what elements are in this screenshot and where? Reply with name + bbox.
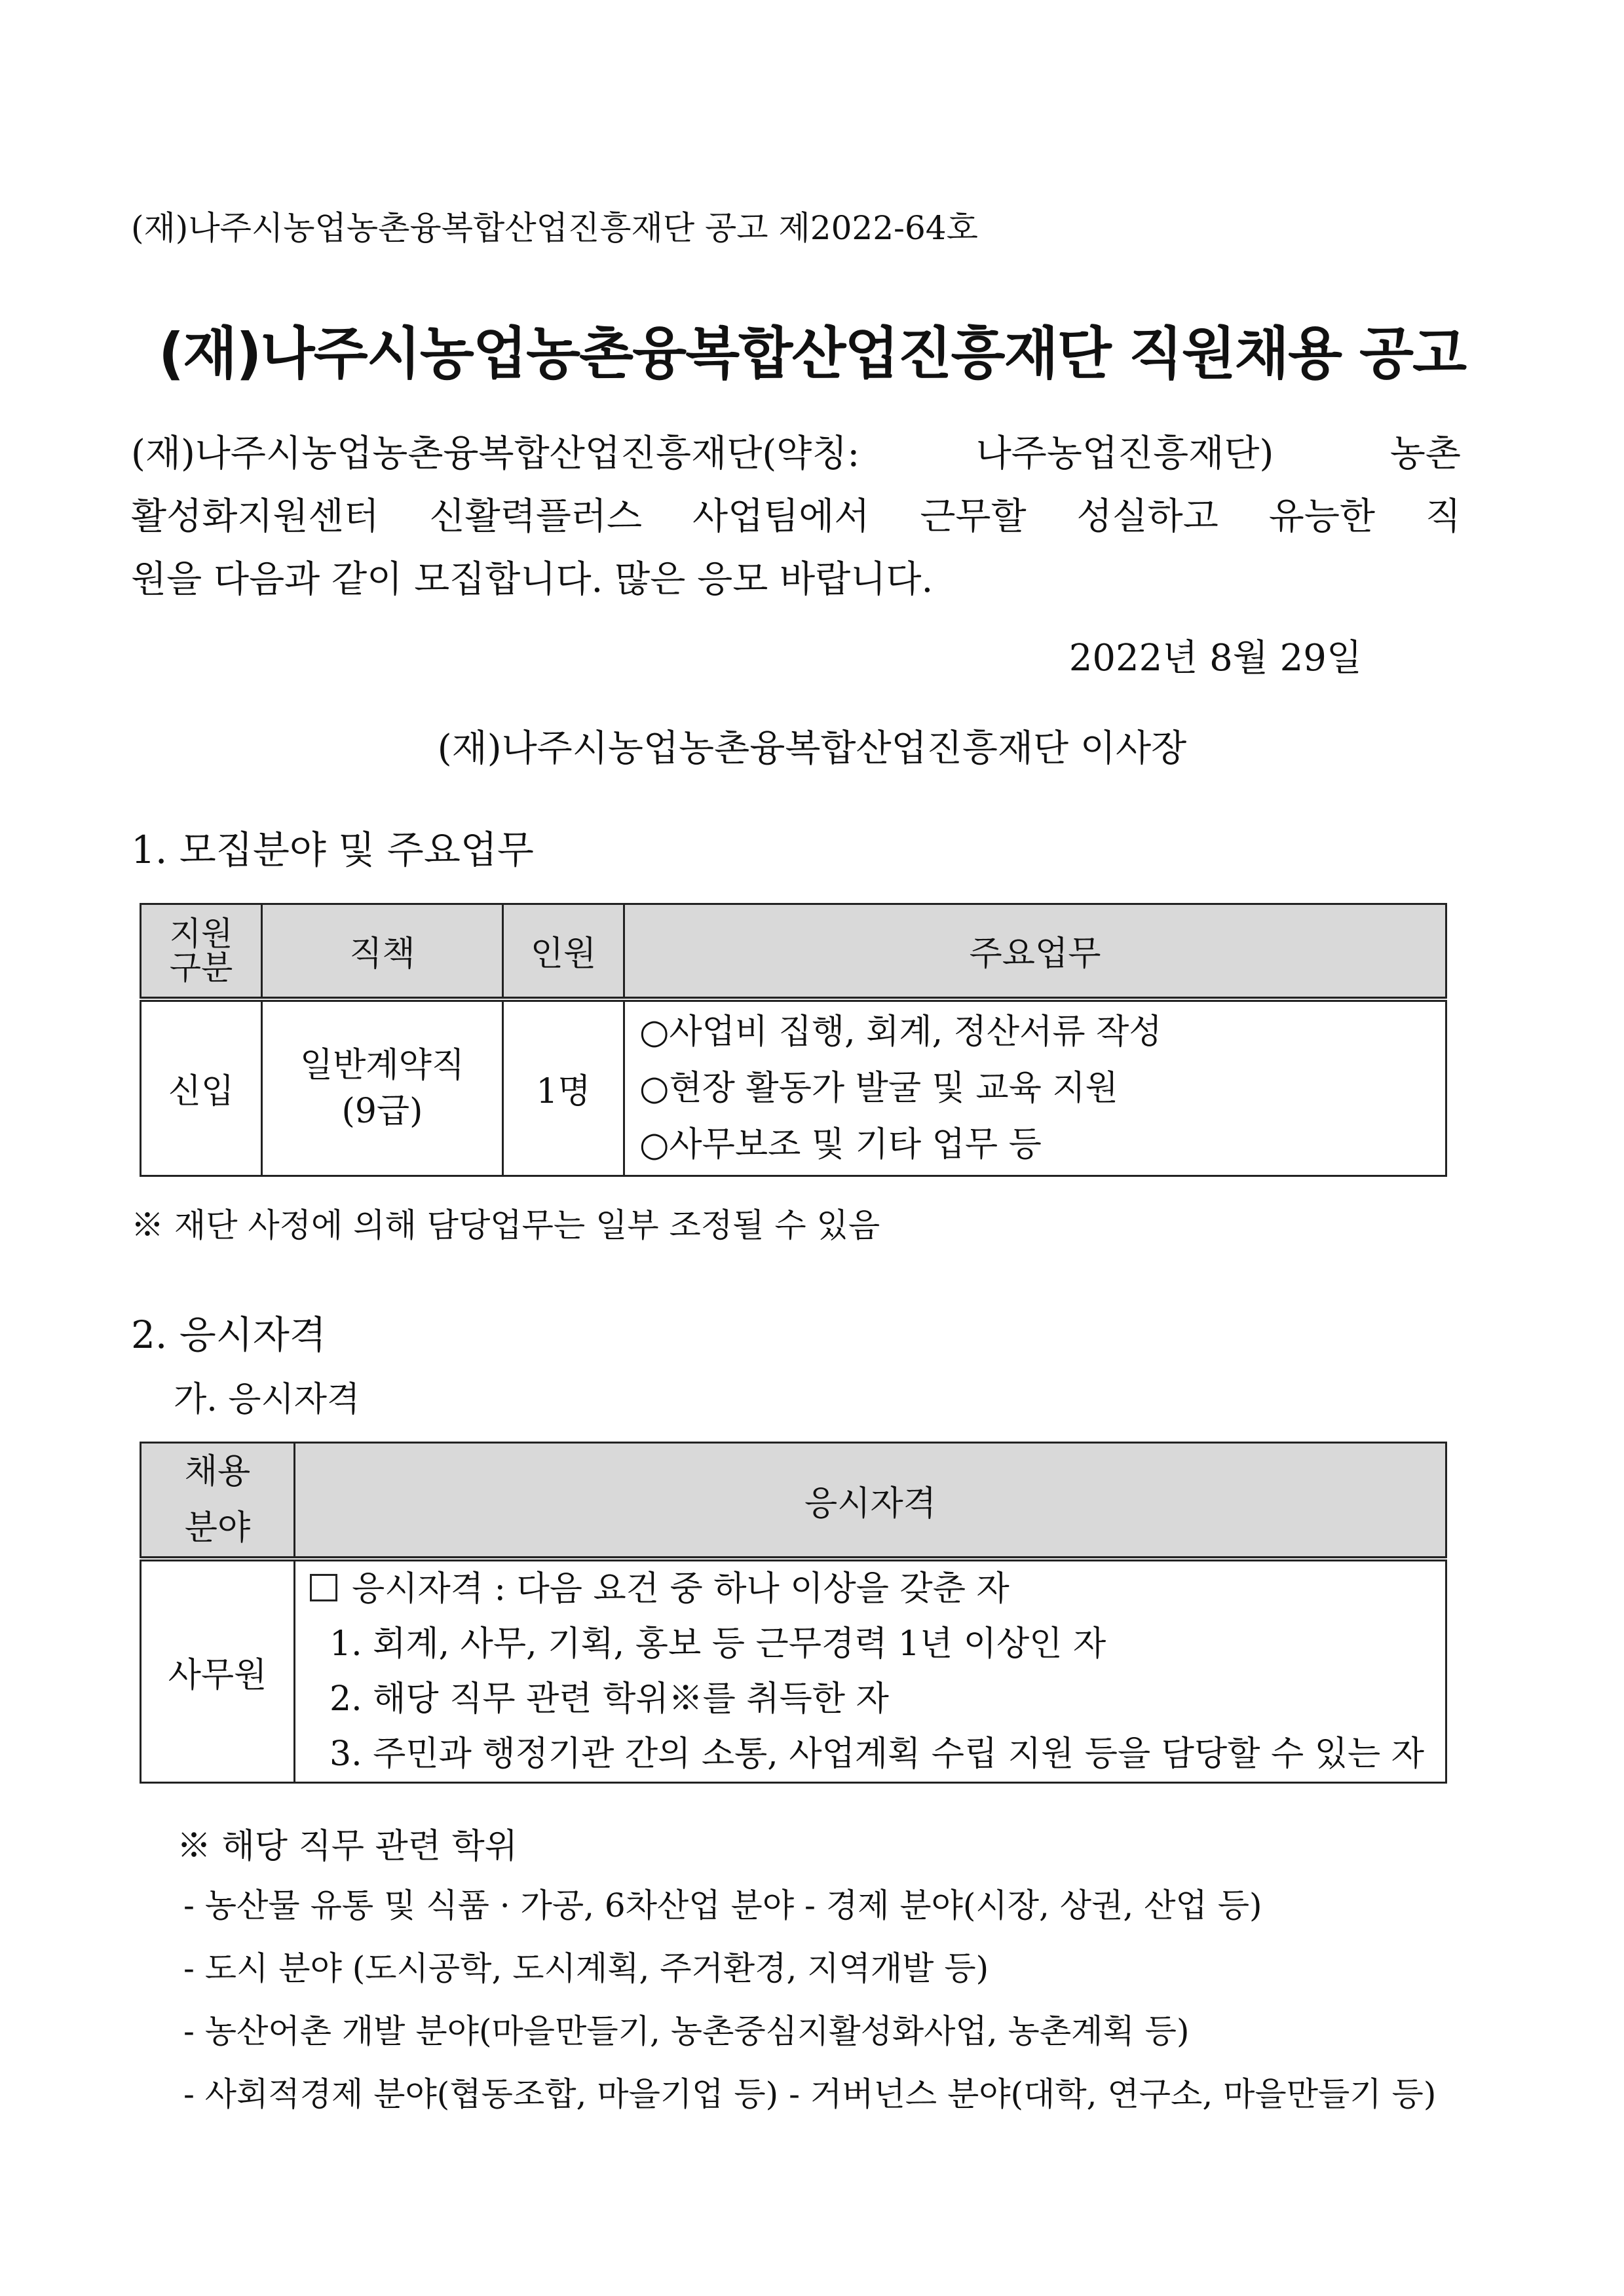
header-apply-type: 지원 구분 bbox=[141, 904, 262, 999]
subsection-heading: 가. 응시자격 bbox=[174, 1380, 360, 1419]
header-count: 인원 bbox=[503, 904, 624, 999]
qualification-intro: 응시자격 : 다음 요건 중 하나 이상을 갖춘 자 bbox=[310, 1561, 1445, 1617]
page-title: (재)나주시농업농촌융복합산업진흥재단 직원채용 공고 bbox=[158, 321, 1466, 387]
notice-date: 2022년 8월 29일 bbox=[1068, 637, 1362, 679]
intro-line: (재)나주시농업농촌융복합산업진흥재단(약칭: 나주농업진흥재단) 농촌 bbox=[131, 432, 1461, 475]
header-position: 직책 bbox=[262, 904, 503, 999]
degree-item: - 농산어촌 개발 분야(마을만들기, 농촌중심지활성화사업, 농촌계획 등) bbox=[183, 2012, 1190, 2050]
cell-qualification bbox=[295, 1559, 1446, 1783]
recruitment-table bbox=[140, 903, 1447, 1177]
checkbox-square-icon bbox=[310, 1574, 337, 1601]
cell-count: 1명 bbox=[503, 999, 624, 1176]
table-row bbox=[141, 999, 1446, 1176]
duty-item: ○사업비 집행, 회계, 정산서류 작성 bbox=[639, 1012, 1162, 1052]
cell-duties bbox=[624, 999, 1446, 1176]
degree-note-title: ※ 해당 직무 관련 학위 bbox=[177, 1827, 518, 1866]
intro-line: 활성화지원센터 신활력플러스 사업팀에서 근무할 성실하고 유능한 직 bbox=[131, 495, 1461, 538]
intro-line: 원을 다음과 같이 모집합니다. 많은 응모 바랍니다. bbox=[131, 558, 934, 601]
duty-item: ○현장 활동가 발굴 및 교육 지원 bbox=[639, 1068, 1118, 1108]
degree-item: - 사회적경제 분야(협동조합, 마을기업 등) - 거버넌스 분야(대학, 연구소, 마을만들기 등) bbox=[183, 2075, 1437, 2113]
header-field: 채용 분야 bbox=[141, 1443, 295, 1559]
duty-item: ○사무보조 및 기타 업무 등 bbox=[639, 1124, 1042, 1164]
section-heading-qualification: 2. 응시자격 bbox=[131, 1312, 326, 1357]
qualification-table bbox=[140, 1442, 1447, 1784]
cell-apply-type: 신입 bbox=[141, 999, 262, 1176]
section-heading-recruitment: 1. 모집분야 및 주요업무 bbox=[131, 828, 534, 872]
cell-field: 사무원 bbox=[141, 1559, 295, 1783]
qualification-item: 3. 주민과 행정기관 간의 소통, 사업계획 수립 지원 등을 담당할 수 있는 자 bbox=[330, 1734, 1424, 1774]
issuer: (재)나주시농업농촌융복합산업진흥재단 이사장 bbox=[437, 727, 1187, 770]
qualification-item: 1. 회계, 사무, 기획, 홍보 등 근무경력 1년 이상인 자 bbox=[330, 1624, 1106, 1664]
header-qualification: 응시자격 bbox=[295, 1443, 1446, 1559]
header-duties: 주요업무 bbox=[624, 904, 1446, 999]
degree-item: - 도시 분야 (도시공학, 도시계획, 주거환경, 지역개발 등) bbox=[183, 1949, 989, 1987]
table-row bbox=[141, 1559, 1446, 1783]
duty-adjustment-note: ※ 재단 사정에 의해 담당업무는 일부 조정될 수 있음 bbox=[131, 1206, 880, 1244]
qualification-item: 2. 해당 직무 관련 학위※를 취득한 자 bbox=[330, 1679, 889, 1719]
degree-item: - 농산물 유통 및 식품 · 가공, 6차산업 분야 - 경제 분야(시장, 상권, 산업 등) bbox=[183, 1886, 1262, 1924]
degree-list bbox=[183, 1874, 1467, 2126]
intro-paragraph bbox=[131, 423, 1461, 611]
notice-number: (재)나주시농업농촌융복합산업진흥재단 공고 제2022-64호 bbox=[131, 209, 978, 247]
cell-position: 일반계약직 (9급) bbox=[262, 999, 503, 1176]
